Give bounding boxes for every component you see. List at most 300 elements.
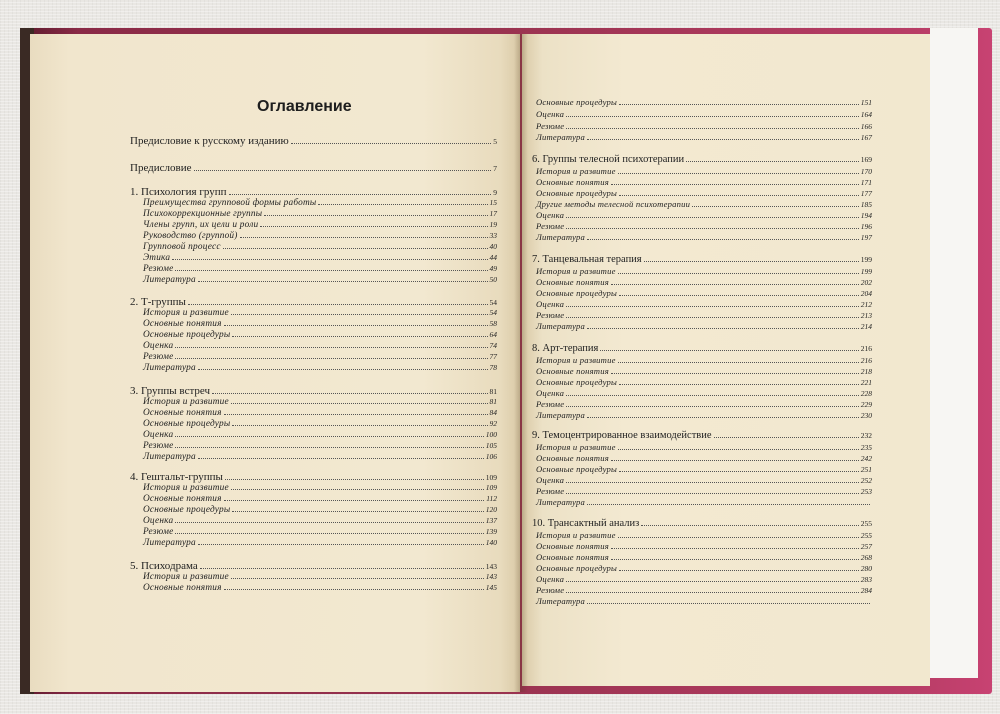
toc-page-number: 197	[860, 233, 872, 242]
toc-dot-leader	[231, 403, 488, 404]
toc-dot-leader	[224, 325, 488, 326]
toc-page-number: 109	[485, 473, 497, 482]
toc-page-number: 214	[860, 322, 872, 331]
toc-page-number: 50	[489, 275, 497, 284]
toc-entry-label: История и развитие	[536, 442, 616, 452]
toc-section-entry	[536, 464, 872, 475]
toc-section-entry	[536, 541, 872, 552]
toc-section-entry	[536, 109, 872, 120]
toc-dot-leader	[175, 533, 483, 534]
toc-section-entry	[143, 253, 497, 263]
toc-page-number: 143	[485, 572, 497, 581]
toc-section-entry	[143, 430, 497, 440]
toc-entry-label: Основные процедуры	[143, 330, 231, 340]
toc-section-entry	[143, 231, 497, 241]
toc-entry-label: Основные процедуры	[536, 97, 618, 107]
toc-entry-label: Резюме	[143, 264, 174, 274]
toc-dot-leader	[231, 578, 484, 579]
toc-page-number: 137	[485, 516, 497, 525]
toc-page-number: 232	[860, 431, 872, 440]
toc-dot-leader	[260, 226, 487, 227]
toc-dot-leader	[644, 261, 859, 262]
toc-section-entry	[143, 408, 497, 418]
toc-entry-label: Резюме	[536, 310, 565, 320]
toc-entry-label: Оценка	[536, 299, 565, 309]
toc-dot-leader	[611, 559, 859, 560]
toc-dot-leader	[587, 504, 870, 505]
toc-entry-label: 9. Темоцентрированное взаимодействие	[532, 430, 712, 441]
toc-entry-label: Другие методы телесной психотерапии	[536, 199, 691, 209]
toc-page-number: 253	[860, 487, 872, 496]
toc-page-number: 81	[489, 387, 497, 396]
toc-dot-leader	[619, 471, 859, 472]
toc-page-number: 280	[860, 564, 872, 573]
toc-entry-label: Литература	[536, 410, 586, 420]
toc-dot-leader	[198, 544, 484, 545]
toc-page-number: 9	[493, 188, 497, 197]
toc-section-entry	[143, 352, 497, 362]
toc-entry-label: Резюме	[143, 527, 174, 537]
toc-page-number: 120	[485, 505, 497, 514]
toc-section-entry	[536, 552, 872, 563]
toc-section-entry	[143, 341, 497, 351]
toc-dot-leader	[611, 460, 859, 461]
toc-dot-leader	[223, 248, 488, 249]
toc-chapter-entry	[532, 518, 872, 529]
toc-section-entry	[536, 377, 872, 388]
toc-dot-leader	[194, 170, 492, 171]
toc-entry-label: Оценка	[536, 210, 565, 220]
toc-chapter-entry	[130, 385, 497, 397]
toc-dot-leader	[225, 479, 484, 480]
toc-page-number: 140	[485, 538, 497, 547]
toc-section-entry	[143, 452, 497, 462]
toc-section-entry	[536, 355, 872, 366]
toc-section-entry	[143, 319, 497, 329]
toc-dot-leader	[619, 195, 859, 196]
toc-entry-label: 2. Т-группы	[130, 296, 186, 308]
toc-chapter-entry	[532, 343, 872, 354]
toc-page-number: 213	[860, 311, 872, 320]
toc-dot-leader	[641, 525, 858, 526]
toc-dot-leader	[175, 447, 483, 448]
toc-dot-leader	[611, 373, 859, 374]
toc-dot-leader	[618, 273, 859, 274]
toc-page-number: 230	[860, 411, 872, 420]
toc-entry-label: Этика	[143, 253, 171, 263]
toc-dot-leader	[212, 393, 487, 394]
toc-dot-leader	[618, 537, 859, 538]
toc-page-number: 54	[489, 308, 497, 317]
toc-section-entry	[536, 530, 872, 541]
toc-dot-leader	[692, 206, 859, 207]
toc-page-number: 92	[489, 419, 497, 428]
toc-dot-leader	[619, 295, 859, 296]
toc-page-number: 54	[489, 298, 497, 307]
toc-page-number: 164	[860, 110, 872, 119]
toc-page-number: 171	[860, 178, 872, 187]
right-page	[522, 34, 930, 686]
toc-section-entry	[536, 475, 872, 486]
toc-page-number: 228	[860, 389, 872, 398]
toc-entry-label: Резюме	[536, 221, 565, 231]
toc-section-entry	[143, 441, 497, 451]
toc-page-number: 218	[860, 367, 872, 376]
toc-page-number: 7	[493, 164, 497, 173]
toc-section-entry	[536, 210, 872, 221]
toc-entry-label: Преимущества групповой формы работы	[143, 198, 317, 208]
left-page	[30, 34, 520, 692]
toc-page-number: 235	[860, 443, 872, 452]
toc-entry-label: Основные процедуры	[536, 288, 618, 298]
toc-section-entry	[536, 563, 872, 574]
toc-entry-label: Руководство (группой)	[143, 231, 238, 241]
toc-page-number: 204	[860, 289, 872, 298]
toc-page-number: 77	[489, 352, 497, 361]
toc-section-entry	[143, 308, 497, 318]
toc-page-number: 284	[860, 586, 872, 595]
toc-section-entry	[143, 330, 497, 340]
toc-dot-leader	[587, 603, 870, 604]
toc-dot-leader	[175, 522, 483, 523]
toc-section-entry	[143, 494, 497, 504]
toc-entry-label: История и развитие	[536, 355, 616, 365]
toc-dot-leader	[231, 489, 484, 490]
toc-page-number: 199	[860, 255, 872, 264]
toc-section-entry	[143, 419, 497, 429]
toc-dot-leader	[619, 104, 859, 105]
toc-section-entry	[536, 453, 872, 464]
toc-dot-leader	[587, 139, 859, 140]
toc-section-entry	[536, 177, 872, 188]
toc-entry-label: История и развитие	[143, 483, 229, 493]
toc-entry-label: Основные понятия	[143, 408, 222, 418]
toc-dot-leader	[566, 228, 859, 229]
toc-section-entry	[536, 321, 872, 332]
toc-section-entry	[536, 132, 872, 143]
toc-dot-leader	[188, 304, 488, 305]
toc-dot-leader	[566, 128, 859, 129]
toc-page-number: 49	[489, 264, 497, 273]
toc-dot-leader	[714, 437, 859, 438]
toc-page-number: 196	[860, 222, 872, 231]
toc-section-entry	[536, 442, 872, 453]
toc-entry-label: Оценка	[536, 109, 565, 119]
toc-page-number: 283	[860, 575, 872, 584]
toc-dot-leader	[618, 173, 859, 174]
toc-chapter-entry	[532, 154, 872, 165]
toc-entry-label: Литература	[536, 132, 586, 142]
toc-entry-label: Основные понятия	[536, 177, 609, 187]
toc-section-entry	[143, 572, 497, 582]
toc-page-number: 170	[860, 167, 872, 176]
toc-dot-leader	[566, 406, 859, 407]
toc-section-entry	[536, 121, 872, 132]
toc-section-entry	[143, 220, 497, 230]
toc-dot-leader	[611, 184, 859, 185]
toc-section-entry	[536, 574, 872, 585]
toc-entry-label: История и развитие	[143, 308, 229, 318]
toc-section-entry	[143, 516, 497, 526]
toc-chapter-entry	[130, 135, 497, 147]
toc-dot-leader	[618, 449, 859, 450]
toc-section-entry	[143, 242, 497, 252]
toc-entry-label: История и развитие	[536, 530, 616, 540]
toc-dot-leader	[611, 548, 859, 549]
toc-section-entry	[143, 275, 497, 285]
toc-entry-label: Оценка	[143, 430, 174, 440]
toc-entry-label: Основные понятия	[143, 494, 222, 504]
toc-dot-leader	[224, 414, 488, 415]
toc-entry-label: Резюме	[536, 585, 565, 595]
toc-entry-label: Психокоррекционные группы	[143, 209, 263, 219]
toc-entry-label: Литература	[536, 321, 586, 331]
toc-entry-label: 8. Арт-терапия	[532, 343, 599, 354]
toc-chapter-entry	[130, 471, 497, 483]
toc-dot-leader	[198, 369, 488, 370]
toc-page-number: 194	[860, 211, 872, 220]
toc-page-number: 74	[489, 341, 497, 350]
toc-section-entry	[536, 166, 872, 177]
toc-title: Оглавление	[257, 98, 352, 115]
toc-page-number: 112	[486, 494, 497, 503]
toc-entry-label: Предисловие к русскому изданию	[130, 135, 289, 147]
toc-dot-leader	[566, 592, 859, 593]
toc-dot-leader	[224, 500, 485, 501]
toc-entry-label: Основные процедуры	[143, 419, 231, 429]
toc-dot-leader	[566, 217, 859, 218]
toc-entry-label: Предисловие	[130, 162, 192, 174]
toc-entry-label: Групповой процесс	[143, 242, 221, 252]
toc-entry-label: Литература	[143, 452, 196, 462]
toc-page-number: 169	[860, 155, 872, 164]
toc-page-number: 64	[489, 330, 497, 339]
toc-page-number: 199	[860, 267, 872, 276]
toc-dot-leader	[587, 239, 859, 240]
toc-dot-leader	[566, 116, 859, 117]
toc-entry-label: История и развитие	[536, 166, 616, 176]
toc-page-number: 212	[860, 300, 872, 309]
toc-dot-leader	[229, 194, 492, 195]
toc-entry-label: Основные процедуры	[536, 188, 618, 198]
toc-entry-label: Оценка	[536, 574, 565, 584]
toc-dot-leader	[175, 436, 483, 437]
toc-entry-label: Члены групп, их цели и роли	[143, 220, 259, 230]
toc-page-number: 100	[485, 430, 497, 439]
toc-entry-label: Основные процедуры	[536, 377, 618, 387]
toc-dot-leader	[566, 482, 859, 483]
toc-page-number: 105	[485, 441, 497, 450]
toc-entry-label: 10. Трансактный анализ	[532, 518, 640, 529]
toc-page-number: 202	[860, 278, 872, 287]
toc-page-number: 15	[489, 198, 497, 207]
toc-dot-leader	[200, 568, 484, 569]
toc-chapter-entry	[130, 296, 497, 308]
toc-dot-leader	[232, 425, 487, 426]
toc-page-number: 216	[860, 344, 872, 353]
toc-dot-leader	[611, 284, 859, 285]
toc-section-entry	[536, 266, 872, 277]
toc-entry-label: 3. Группы встреч	[130, 385, 211, 397]
toc-section-entry	[536, 299, 872, 310]
toc-dot-leader	[619, 570, 859, 571]
toc-section-entry	[143, 397, 497, 407]
toc-dot-leader	[231, 314, 488, 315]
toc-entry-label: Оценка	[536, 475, 565, 485]
toc-section-entry	[143, 264, 497, 274]
toc-dot-leader	[291, 143, 491, 144]
toc-entry-label: Литература	[536, 232, 586, 242]
toc-section-entry	[143, 583, 497, 593]
toc-entry-label: Основные процедуры	[536, 563, 618, 573]
toc-section-entry	[536, 97, 872, 108]
toc-dot-leader	[264, 215, 487, 216]
toc-entry-label: Основные понятия	[143, 319, 222, 329]
toc-dot-leader	[175, 270, 487, 271]
toc-entry-label: Резюме	[536, 399, 565, 409]
toc-section-entry	[143, 527, 497, 537]
toc-page-number: 33	[489, 231, 497, 240]
toc-entry-label: Литература	[143, 538, 196, 548]
toc-entry-label: Литература	[536, 596, 586, 606]
toc-page-number: 216	[860, 356, 872, 365]
toc-entry-label: Резюме	[536, 486, 565, 496]
toc-chapter-entry	[130, 186, 497, 198]
toc-page-number: 109	[485, 483, 497, 492]
toc-dot-leader	[198, 458, 484, 459]
toc-entry-label: Основные понятия	[143, 583, 222, 593]
toc-page-number: 229	[860, 400, 872, 409]
toc-dot-leader	[175, 358, 487, 359]
toc-page-number: 255	[860, 519, 872, 528]
toc-page-number: 106	[485, 452, 497, 461]
toc-page-number: 221	[860, 378, 872, 387]
toc-dot-leader	[600, 350, 858, 351]
toc-chapter-entry	[532, 430, 872, 441]
toc-page-number: 5	[493, 137, 497, 146]
toc-section-entry	[536, 188, 872, 199]
toc-entry-label: 6. Группы телесной психотерапии	[532, 154, 685, 165]
toc-page-number: 177	[860, 189, 872, 198]
toc-dot-leader	[587, 417, 859, 418]
paper-sheet	[930, 28, 978, 678]
toc-dot-leader	[232, 336, 487, 337]
toc-page-number: 251	[860, 465, 872, 474]
toc-entry-label: Основные понятия	[536, 277, 609, 287]
toc-section-entry	[536, 310, 872, 321]
toc-page-number: 44	[489, 253, 497, 262]
toc-page-number: 185	[860, 200, 872, 209]
toc-entry-label: Оценка	[143, 341, 174, 351]
toc-entry-label: Литература	[143, 275, 196, 285]
toc-page-number: 145	[485, 583, 497, 592]
toc-page-number: 166	[860, 122, 872, 131]
toc-page-number: 84	[489, 408, 497, 417]
toc-chapter-entry	[130, 162, 497, 174]
toc-dot-leader	[318, 204, 487, 205]
toc-entry-label: Резюме	[143, 352, 174, 362]
toc-dot-leader	[686, 161, 859, 162]
toc-section-entry	[143, 505, 497, 515]
toc-entry-label: Основные понятия	[536, 552, 609, 562]
toc-entry-label: История и развитие	[536, 266, 616, 276]
toc-dot-leader	[566, 306, 859, 307]
toc-page-number: 252	[860, 476, 872, 485]
toc-chapter-entry	[130, 560, 497, 572]
toc-section-entry	[536, 410, 872, 421]
toc-dot-leader	[618, 362, 859, 363]
toc-section-entry	[536, 596, 872, 607]
toc-section-entry	[143, 363, 497, 373]
toc-page-number: 40	[489, 242, 497, 251]
toc-page-number: 58	[489, 319, 497, 328]
toc-section-entry	[536, 199, 872, 210]
toc-section-entry	[536, 277, 872, 288]
toc-section-entry	[536, 486, 872, 497]
toc-dot-leader	[240, 237, 488, 238]
toc-page-number: 139	[485, 527, 497, 536]
toc-entry-label: Литература	[536, 497, 586, 507]
toc-section-entry	[536, 232, 872, 243]
toc-page-number: 19	[489, 220, 497, 229]
toc-dot-leader	[619, 384, 859, 385]
toc-page-number: 242	[860, 454, 872, 463]
toc-entry-label: Резюме	[536, 121, 565, 131]
toc-page-number: 81	[489, 397, 497, 406]
toc-section-entry	[143, 483, 497, 493]
toc-section-entry	[143, 538, 497, 548]
toc-entry-label: Основные процедуры	[536, 464, 618, 474]
toc-section-entry	[143, 198, 497, 208]
toc-entry-label: Основные процедуры	[143, 505, 231, 515]
toc-dot-leader	[566, 581, 859, 582]
toc-dot-leader	[198, 281, 488, 282]
toc-entry-label: Основные понятия	[536, 366, 609, 376]
toc-section-entry	[143, 209, 497, 219]
toc-dot-leader	[172, 259, 487, 260]
toc-section-entry	[536, 388, 872, 399]
toc-section-entry	[536, 585, 872, 596]
toc-dot-leader	[232, 511, 483, 512]
toc-dot-leader	[587, 328, 859, 329]
toc-dot-leader	[224, 589, 484, 590]
toc-dot-leader	[566, 493, 859, 494]
toc-entry-label: Оценка	[536, 388, 565, 398]
toc-section-entry	[536, 497, 872, 508]
toc-entry-label: 7. Танцевальная терапия	[532, 254, 642, 265]
toc-page-number: 151	[860, 98, 872, 107]
toc-page-number: 143	[485, 562, 497, 571]
book-gutter	[514, 34, 528, 692]
toc-entry-label: 4. Гештальт-группы	[130, 471, 223, 483]
toc-page-number: 257	[860, 542, 872, 551]
toc-section-entry	[536, 288, 872, 299]
toc-dot-leader	[175, 347, 487, 348]
toc-page-number: 78	[489, 363, 497, 372]
toc-entry-label: 1. Психология групп	[130, 186, 227, 198]
toc-entry-label: История и развитие	[143, 572, 229, 582]
toc-page-number: 268	[860, 553, 872, 562]
toc-entry-label: Оценка	[143, 516, 174, 526]
toc-entry-label: История и развитие	[143, 397, 229, 407]
toc-chapter-entry	[532, 254, 872, 265]
toc-dot-leader	[566, 395, 859, 396]
toc-entry-label: Резюме	[143, 441, 174, 451]
toc-entry-label: Литература	[143, 363, 196, 373]
toc-page-number: 167	[860, 133, 872, 142]
toc-section-entry	[536, 366, 872, 377]
toc-dot-leader	[566, 317, 859, 318]
